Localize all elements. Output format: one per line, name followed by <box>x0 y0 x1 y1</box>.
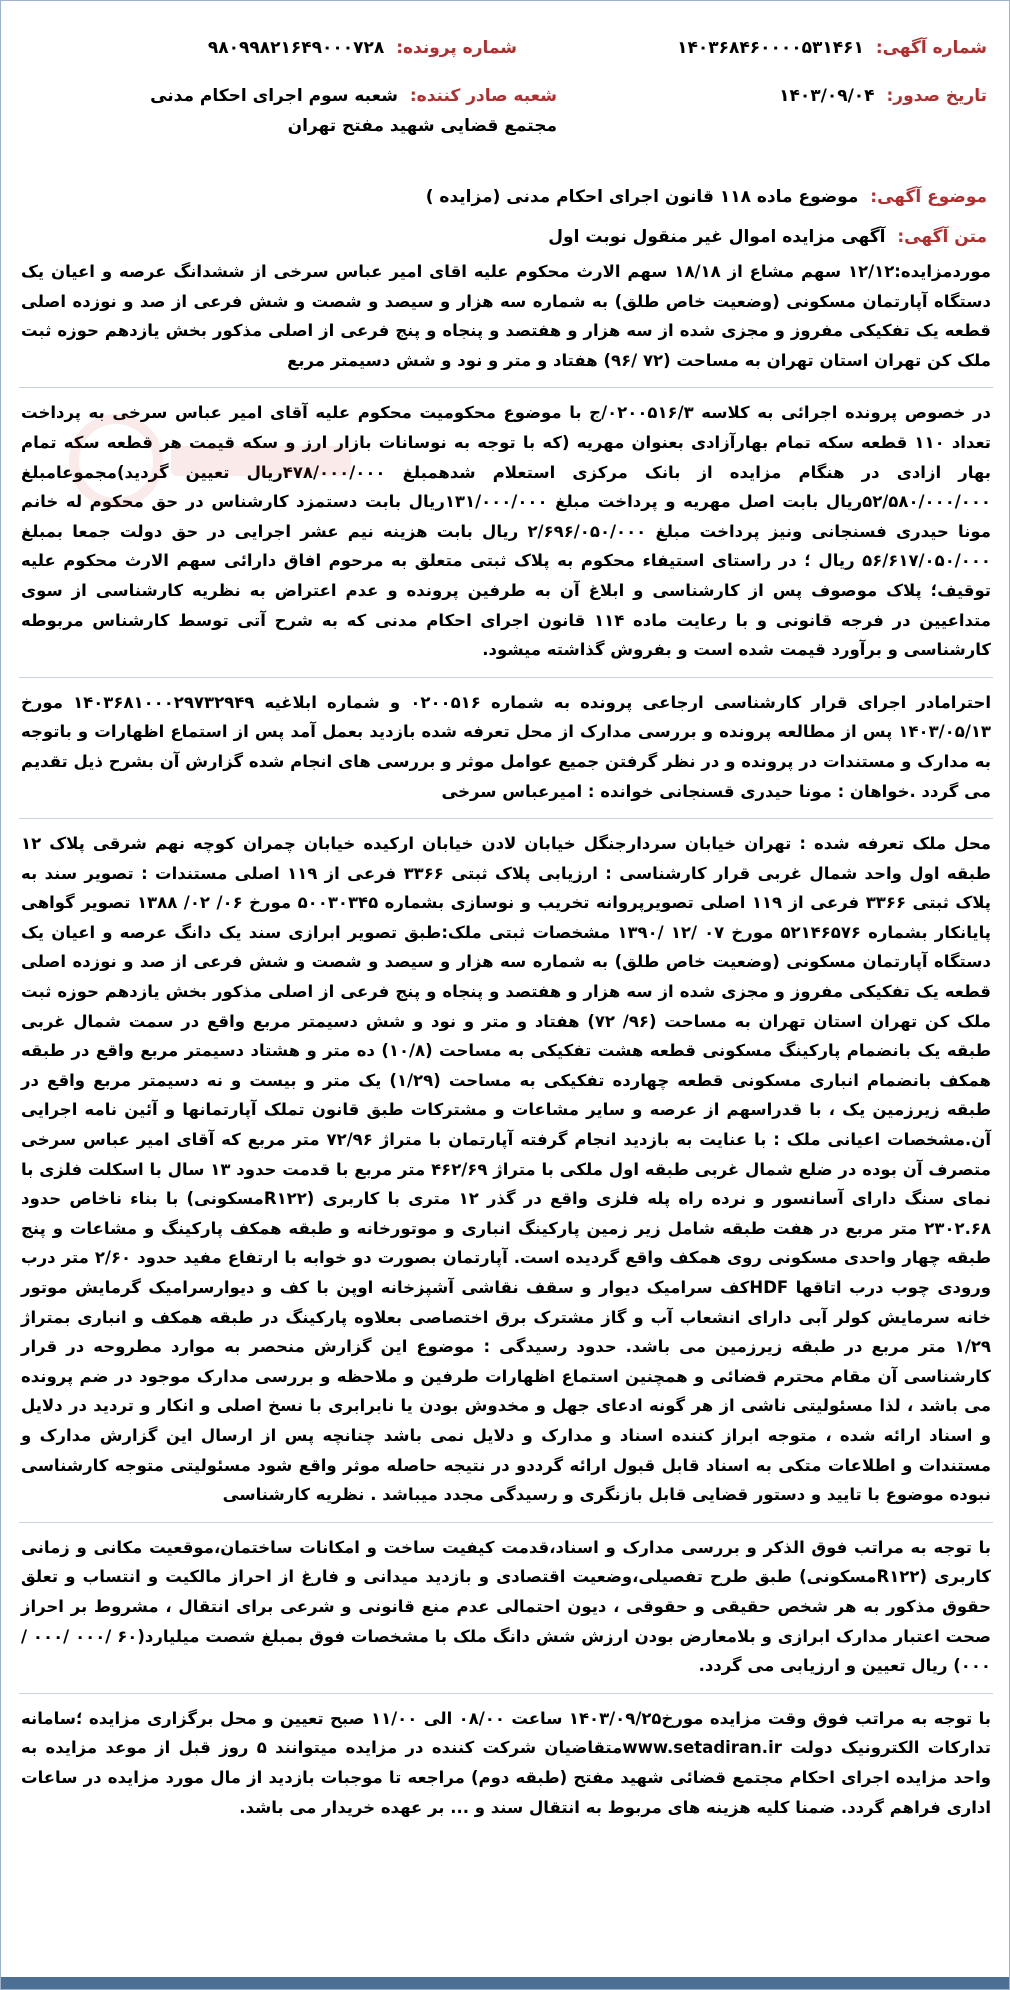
body-title <box>15 227 997 247</box>
case-number-label: شماره پرونده: <box>396 38 517 58</box>
case-number-value: ۹۸۰۹۹۸۲۱۶۴۹۰۰۰۷۲۸ <box>207 38 385 58</box>
topic <box>15 187 997 207</box>
header-row-2 <box>15 81 997 136</box>
issue-date-label: تاریخ صدور: <box>886 86 987 106</box>
body-title-text: آگهی مزایده اموال غیر منقول نوبت اول <box>548 227 886 247</box>
topic-value: موضوع ماده ۱۱۸ قانون اجرای احکام مدنی (مزایده ) <box>425 187 859 207</box>
footer-bar <box>1 1977 1009 1989</box>
issuing-branch <box>117 81 557 141</box>
paragraph-auction-time: با توجه به مراتب فوق وقت مزایده مورخ۱۴۰۳/۰۹/۲۵ ساعت ۰۸/۰۰ الی ۱۱/۰۰ صبح تعیین و محل برگزاری مزایده ؛سامانه تدارکات الکترونیک دولت www.setadiran.irمتقاضیان شرکت کننده در مزایده میتوانند ۵ روز قبل از موعد مزایده به واحد مزایده اجرای احکام مجتمع قضائی شهید مفتح (طبقه دوم) مراجعه تا موجبات بازدید از مال مورد مزایده در ساعات اداری فراهم گردد. ضمنا کلیه هزینه های مربوط به انتقال سند و ... بر عهده خریدار می باشد. <box>21 1708 991 1817</box>
paragraph-subject: موردمزایده:۱۲/۱۲ سهم مشاع از ۱۸/۱۸ سهم الارث محکوم علیه اقای امیر عباس سرخی از ششدانگ عرصه و اعیان یک دستگاه آپارتمان مسکونی (وضعیت خاص طلق) به شماره سه هزار و سیصد و شصت و شش فرعی از صد و نوزده اصلی قطعه یک تفکیکی مفروز و مجزی شده از سه هزار و هفتصد و پنجاه و پنج فرعی از اصلی مذکور بخش یازدهم حوزه ثبت ملک کن تهران استان تهران به مساحت (۷۲ /۹۶) هفتاد و متر و نود و شش دسیمتر مربع <box>21 262 991 370</box>
issuing-branch-value: شعبه سوم اجرای احکام مدنی مجتمع قضایی شهید مفتح تهران <box>150 86 557 136</box>
issue-date-value: ۱۴۰۳/۰۹/۰۴ <box>779 86 875 106</box>
case-number <box>208 33 517 63</box>
ad-number <box>677 33 987 63</box>
ad-number-label: شماره آگهی: <box>875 38 987 58</box>
issuing-branch-label: شعبه صادر کننده: <box>409 86 557 106</box>
paragraph-expert-order: احترامادر اجرای قرار کارشناسی ارجاعی پرونده به شماره ۰۲۰۰۵۱۶ و شماره ابلاغیه ۱۴۰۳۶۸۱۰۰۰۲۹۷۳۲۹۴۹ مورخ ۱۴۰۳/۰۵/۱۳ پس از مطالعه پرونده و بررسی مدارک از محل تعرفه شده بازدید بعمل آمد پس از استماع اظهارات و باتوجه به مدارک و مستندات در پرونده و در نظر گرفتن جمیع عوامل موثر و بررسی های انجام شده گزارش آن بشرح ذیل تقدیم می گردد .خواهان : مونا حیدری قسنجانی خوانده : امیرعباس سرخی <box>21 692 991 801</box>
ad-number-value: ۱۴۰۳۶۸۴۶۰۰۰۰۵۳۱۴۶۱ <box>677 38 864 58</box>
divider <box>19 818 993 819</box>
topic-label: موضوع آگهی: <box>870 187 987 207</box>
issue-date <box>779 81 987 111</box>
body-label: متن آگهی: <box>897 227 987 247</box>
divider <box>19 1522 993 1523</box>
divider <box>19 1693 993 1694</box>
paragraph-valuation: با توجه به مراتب فوق الذکر و بررسی مدارک و اسناد،قدمت کیفیت ساخت و امکانات ساختمان،موقعیت مکانی و زمانی کاربری (R۱۲۲مسکونی) طبق طرح تفصیلی،وضعیت اقتصادی و بازدید میدانی و فارغ از احراز مالکیت و انتساب و تعلق حقوق مذکور به هر شخص حقیقی و حقوقی ، دیون احتمالی عدم منع قانونی و شرعی برای انتقال ، مشروط بر احراز صحت اعتبار مدارک ابرازی و بلامعارض بودن ارزش شش دانگ ملک با مشخصات فوق بمبلغ شصت میلیارد(۶۰ /۰۰۰ /۰۰۰ /۰۰۰) ریال تعیین و ارزیابی می گردد. <box>21 1537 991 1676</box>
paragraph-property-details: محل ملک تعرفه شده : تهران خیابان سردارجنگل خیابان لادن خیابان ارکیده خیابان چمران کوچه نهم شرقی پلاک ۱۲ طبقه اول واحد شمال غربی قرار کارشناسی : ارزیابی پلاک ثبتی ۳۳۶۶ فرعی از ۱۱۹ اصلی مستندات : تصویر سند به پلاک ثبتی ۳۳۶۶ فرعی از ۱۱۹ اصلی تصویرپروانه تخریب و نوسازی بشماره ۵۰۰۳۰۳۴۵ مورخ ۰۶/ ۰۲/ ۱۳۸۸ تصویر گواهی پایانکار بشماره ۵۲۱۴۶۵۷۶ مورخ ۰۷ /۱۲ /۱۳۹۰ مشخصات ثبتی ملک:طبق تصویر ابرازی سند یک دانگ عرصه و اعیان یک دستگاه آپارتمان مسکونی (وضعیت خاص طلق) به شماره سه هزار و سیصد و شصت و شش فرعی از صد و نوزده اصلی قطعه یک تفکیکی مفروز و مجزی شده از سه هزار و هفتصد و پنجاه و پنج فرعی از اصلی مذکور بخش یازدهم حوزه ثبت ملک کن تهران استان تهران به مساحت (۹۶/ ۷۲) هفتاد و متر و نود و شش دسیمتر مربع واقع در سمت شمال غربی طبقه یک بانضمام پارکینگ مسکونی قطعه هشت تفکیکی به مساحت (۱۰/۸) ده متر و هشتاد دسیمتر مربع واقع در طبقه همکف بانضمام انباری مسکونی قطعه چهارده تفکیکی به مساحت (۱/۲۹) یک متر و بیست و نه دسیمتر مربع واقع در طبقه زیرزمین یک ، با قدراسهم از عرصه و سایر مشاعات و مشترکات طبق قانون تملک آپارتمانها و آئین نامه اجرایی آن.مشخصات اعیانی ملک : با عنایت به بازدید انجام گرفته آپارتمان با متراژ ۷۲/۹۶ متر مربع که آقای امیر عباس سرخی متصرف آن بوده در ضلع شمال غربی طبقه اول ملکی با متراژ ۴۶۲/۶۹ متر مربع با قدمت حدود ۱۳ سال با اسکلت فلزی با نمای سنگ دارای آسانسور و نرده راه پله فلزی واقع در گذر ۱۲ متری با کاربری (R۱۲۲مسکونی) با بناء ناخاص حدود ۲۳۰۲.۶۸ متر مربع در هفت طبقه شامل زیر زمین پارکینگ انباری و موتورخانه و طبقه همکف پارکینگ و مشاعات و پنج طبقه چهار واحدی مسکونی روی همکف واقع گردیده است. آپارتمان بصورت دو خوابه با ارتفاع مفید حدود ۲/۶۰ متر درب ورودی چوب درب اتاقها HDFکف سرامیک دیوار و سقف نقاشی آشپزخانه اوپن با کف و دیوارسرامیک گرمایش موتور خانه سرمایش کولر آبی دارای انشعاب آب و گاز مشترک برق اختصاصی بعلاوه پارکینگ در طبقه همکف و انباری بمتراژ ۱/۲۹ متر مربع در طبقه زیرزمین می باشد. حدود رسیدگی : موضوع این گزارش منحصر به موارد مطروحه در قرار کارشناسی آن مقام محترم قضائی و همچنین استماع اظهارات طرفین و ملاحظه و بررسی مدارک موجود در ضم پرونده می باشد ، لذا مسئولیتی ناشی از هر گونه ادعای جهل و مخدوش بودن یا نابرابری با نسخ اصلی و انکار و تردید در دلایل و اسناد ارائه شده ، متوجه ابراز کننده اسناد و مدارک و دلایل نمی باشد چنانچه پس از ارسال این گزارش مدارک و مستندات و اطلاعات متکی به اسناد قابل قبول ارائه گرددو در نتیجه حاصله موثر واقع شود مسئولیتی متوجه کارشناسی نبوده موضوع با تایید و دستور قضایی قابل بازنگری و رسیدگی مجدد میباشد . نظریه کارشناسی <box>21 834 992 1505</box>
paragraph-case: در خصوص پرونده اجرائی به کلاسه ۰۲۰۰۵۱۶/۳/ج با موضوع محکومیت محکوم علیه آقای امیر عباس سرخی به پرداخت تعداد ۱۱۰ قطعه سکه تمام بهارآزادی بعنوان مهریه (که با توجه به نوسانات بازار ارز و سکه قیمت هر قطعه سکه تمام بهار ازادی در هنگام مزایده از بانک مرکزی استعلام شدهمبلغ ۴۷۸/۰۰۰/۰۰۰ریال تعیین گردید)مجموعامبلغ ۵۲/۵۸۰/۰۰۰/۰۰۰ریال بابت اصل مهریه و پرداخت مبلغ ۱۳۱/۰۰۰/۰۰۰ریال بابت دستمزد کارشناس در حق محکوم له خانم مونا حیدری فسنجانی ونیز پرداخت مبلغ ۲/۶۹۶/۰۵۰/۰۰۰ ریال بابت هزینه نیم عشر اجرایی در حق دولت جمعا بمبلغ ۵۶/۶۱۷/۰۵۰/۰۰۰ ریال ؛ در راستای استیفاء محکوم به پلاک ثبتی متعلق به مرحوم افاق دارائی سهم الارث محکوم علیه توقیف؛ پلاک موصوف پس از کارشناسی و ابلاغ آن به طرفین پرونده و عدم اعتراض به نظریه کارشناسی از سوی متداعیین در فرجه قانونی و با رعایت ماده ۱۱۴ قانون اجرای احکام مدنی که به شرح آتی توسط کارشناس مربوطه کارشناسی و برآورد قیمت شده است و بفروش گذاشته میشود. <box>21 403 991 660</box>
header-row-1 <box>15 33 997 73</box>
divider <box>19 677 993 678</box>
divider <box>19 387 993 388</box>
